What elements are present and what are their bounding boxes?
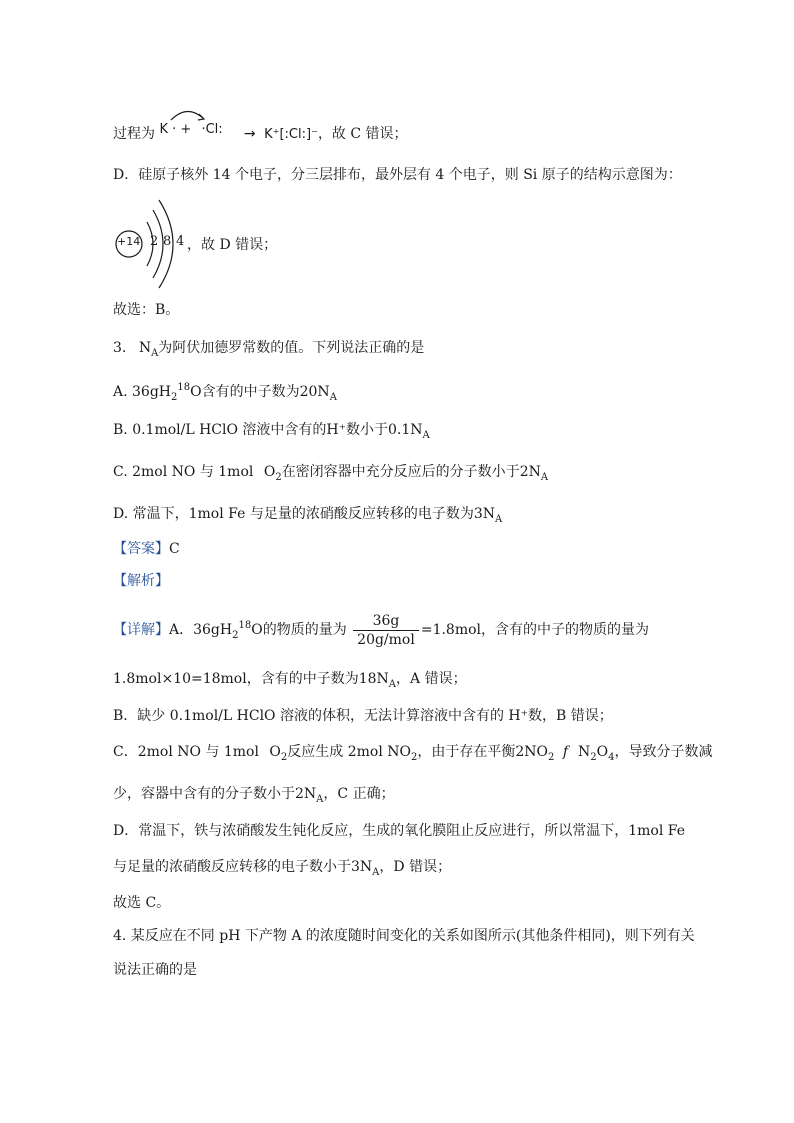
subscript-2: 2 xyxy=(411,752,418,763)
na-subscript: A xyxy=(151,348,159,359)
si-atom-structure-diagram xyxy=(113,198,313,290)
question-3-stem xyxy=(113,338,424,364)
superscript-18: 18 xyxy=(177,382,191,393)
option-c-value: 2N xyxy=(519,464,541,480)
option-a-value: 20N xyxy=(299,384,330,400)
option-c-text: C. 2mol NO 与 1mol xyxy=(113,464,254,480)
detail-label: 【详解】 xyxy=(113,622,169,638)
subscript-2: 2 xyxy=(171,392,178,403)
equilibrium-arrow-icon: f xyxy=(562,744,569,760)
detail-d-line2-end: ，D 错误； xyxy=(379,859,452,875)
equilibrium-right: N xyxy=(578,744,591,760)
detail-a-prefix: A．36g xyxy=(169,622,220,638)
value-subscript: A xyxy=(422,430,430,441)
question-3-option-b xyxy=(113,420,430,446)
molar-fraction xyxy=(353,612,419,649)
question-3-option-a xyxy=(113,378,337,408)
detail-a-result: =1.8mol xyxy=(420,622,482,638)
oxygen-symbol: O xyxy=(251,622,263,638)
answer-line xyxy=(113,539,180,559)
fraction-numerator: 36g xyxy=(353,612,419,631)
nucleus-charge: +14 xyxy=(117,235,141,248)
detail-d-line2-text: 与足量的浓硝酸反应转移的电子数小于 xyxy=(113,859,351,875)
option-d-value: 3N xyxy=(473,506,496,522)
oxygen-symbol: O xyxy=(190,384,202,400)
detail-c-line2-end: ，C 正确； xyxy=(323,786,395,802)
option-b-text: B. 0.1mol/L HClO 溶液中含有的H⁺数小于 xyxy=(113,422,389,438)
option-c-text-2: 在密闭容器中充分反应后的分子数小于 xyxy=(281,464,520,480)
question-3-option-c xyxy=(113,462,548,488)
na-symbol: N xyxy=(138,340,152,356)
oxygen-symbol: O xyxy=(596,744,609,760)
question-4-line-1: 4. 某反应在不同 pH 下产物 A 的浓度随时间变化的关系如图所示(其他条件相同)，则下列有关 xyxy=(113,928,695,944)
subscript-2: 2 xyxy=(275,472,282,483)
electron-formation-line xyxy=(113,118,408,145)
answer-value: C xyxy=(169,541,180,557)
subscript-2: 2 xyxy=(590,752,597,763)
option-a-prefix: A. 36g xyxy=(113,384,159,400)
oxygen-symbol: O xyxy=(269,744,281,760)
neutron-calculation: 1.8mol×10=18mol xyxy=(113,671,247,687)
value-subscript: A xyxy=(329,392,337,403)
equilibrium-left: 2NO xyxy=(515,744,549,760)
option-b-value: 0.1N xyxy=(388,422,423,438)
detail-a-line-1 xyxy=(113,604,649,658)
detail-a-line2-text: ，含有的中子数为 xyxy=(246,671,359,687)
potassium-atom: K · + xyxy=(159,122,192,137)
detail-d-line2-value: 3N xyxy=(351,859,373,875)
detail-d-line-1: D．常温下，铁与浓硝酸发生钝化反应，生成的氧化膜阻止反应进行，所以常温下，1mol Fe xyxy=(113,823,685,839)
detail-c-end: ，导致分子数减 xyxy=(614,744,713,760)
detail-a-end: ，含有的中子的物质的量为 xyxy=(481,622,650,638)
option-a-text: 含有的中子数为 xyxy=(201,384,300,400)
detail-b-line: B．缺少 0.1mol/L HClO 溶液的体积，无法计算溶液中含有的 H⁺数，B 错误； xyxy=(113,708,613,724)
value-subscript: A xyxy=(388,679,397,690)
analysis-label: 【解析】 xyxy=(113,573,169,589)
process-label: 过程为 xyxy=(113,126,155,142)
detail-a-line2-end: ，A 错误； xyxy=(396,671,467,687)
option-d-text: D. 常温下，1mol Fe 与足量的浓硝酸反应转移的电子数为 xyxy=(113,506,474,522)
oxygen-symbol: O xyxy=(263,464,276,480)
detail-c-line-1 xyxy=(113,742,713,768)
value-subscript: A xyxy=(372,867,380,878)
hydrogen-symbol: H xyxy=(219,622,233,638)
option-d-conclusion: ，故 D 错误； xyxy=(187,237,278,253)
option-d-intro: D．硅原子核外 14 个电子，分三层排布，最外层有 4 个电子，则 Si 原子的结构示意图为： xyxy=(113,167,682,183)
subscript-2: 2 xyxy=(280,752,288,763)
detail-c-line-2 xyxy=(113,784,395,810)
value-subscript: A xyxy=(316,794,324,805)
question-4-line-2: 说法正确的是 xyxy=(113,962,197,978)
question-3-option-d xyxy=(113,504,502,530)
answer-label: 【答案】 xyxy=(113,541,169,557)
question-number: 3. xyxy=(113,340,127,356)
shell-3-electrons: 4 xyxy=(176,234,185,249)
detail-c-text-2: ，由于存在平衡 xyxy=(417,744,516,760)
subscript-4: 4 xyxy=(608,752,615,763)
kcl-formation-diagram xyxy=(159,118,235,138)
detail-c-line2-text: 少，容器中含有的分子数小于 xyxy=(113,786,295,802)
detail-choose-line: 故选 C。 xyxy=(113,895,171,911)
subscript-2: 2 xyxy=(548,752,555,763)
value-subscript: A xyxy=(495,514,503,525)
shell-1-electrons: 2 xyxy=(150,234,159,249)
detail-a-line-2 xyxy=(113,669,467,695)
detail-c-text: 反应生成 2mol NO xyxy=(287,744,411,760)
detail-a-text: 的物质的量为 xyxy=(262,622,347,638)
detail-d-line-2 xyxy=(113,857,451,883)
reaction-arrow-icon: → xyxy=(243,126,256,142)
shell-2-electrons: 8 xyxy=(163,234,172,249)
value-subscript: A xyxy=(540,472,549,483)
detail-c-line2-value: 2N xyxy=(295,786,317,802)
hydrogen-symbol: H xyxy=(158,384,172,400)
superscript-18: 18 xyxy=(238,620,252,631)
kcl-product: K⁺[:Cl:]⁻ xyxy=(264,127,318,142)
detail-c-prefix: C．2mol NO 与 1mol xyxy=(113,744,259,760)
question-text: 为阿伏加德罗常数的值。下列说法正确的是 xyxy=(158,340,425,356)
conclusion-text: ，故 C 错误； xyxy=(317,126,408,142)
detail-a-line2-value: 18N xyxy=(358,671,389,687)
fraction-denominator: 20g/mol xyxy=(357,631,415,648)
chlorine-atom: ·Cl: xyxy=(201,122,223,137)
subscript-2: 2 xyxy=(232,630,239,641)
choose-b-line: 故选：B。 xyxy=(113,302,180,318)
